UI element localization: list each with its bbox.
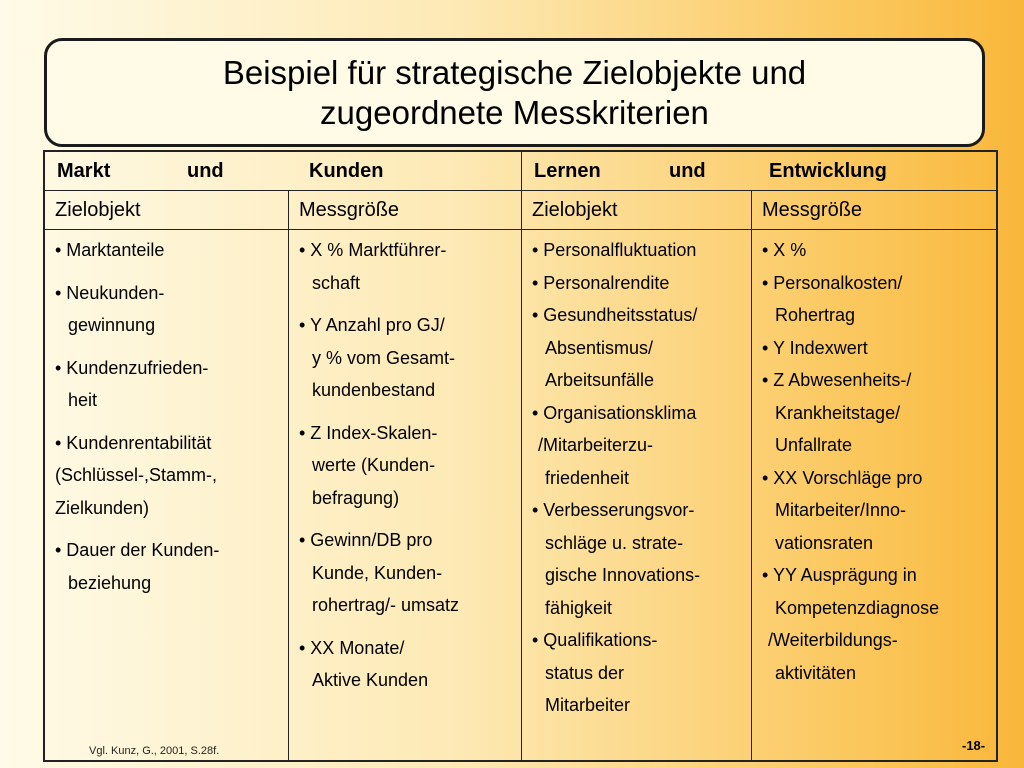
list-item-cont: kundenbestand <box>312 380 436 400</box>
list-item: • Marktanteile <box>55 240 165 260</box>
list-item: • Personalkosten/ <box>762 272 903 293</box>
list-item: • Dauer der Kunden- <box>55 540 220 560</box>
list-item: • Personalrendite <box>532 272 670 293</box>
slide-title <box>223 53 806 133</box>
list-item-cont: status der <box>545 662 625 683</box>
col-markt-messgroesse <box>289 230 522 761</box>
header-word: Entwicklung <box>769 159 887 182</box>
title-line-1: Beispiel für strategische Zielobjekte und <box>222 53 807 91</box>
list-item-cont: Rohertrag <box>775 305 856 325</box>
col-markt-zielobjekt <box>45 230 289 761</box>
list-item-cont: y % vom Gesamt- <box>312 347 456 368</box>
list-item: • Kundenzufrieden- <box>55 357 209 378</box>
list-item: • Personalfluktuation <box>532 240 697 260</box>
header-word: und <box>187 159 224 182</box>
list-item-cont: /Mitarbeiterzu- <box>538 435 654 455</box>
list-item-cont: Aktive Kunden <box>312 670 429 690</box>
list-item: • Organisationsklima <box>532 402 697 423</box>
header-word: und <box>669 159 706 182</box>
list-item-cont: vationsraten <box>775 532 874 553</box>
subheader-zielobjekt: Zielobjekt <box>45 191 289 230</box>
header-word: Lernen <box>534 159 601 182</box>
list-item-cont: Unfallrate <box>775 435 853 455</box>
subheader-messgroesse: Messgröße <box>289 191 522 230</box>
list-item: • Z Abwesenheits-/ <box>762 370 912 390</box>
list-item-cont: beziehung <box>68 572 152 593</box>
list-item: • Qualifikations- <box>532 630 658 650</box>
list-item-cont: aktivitäten <box>775 662 857 683</box>
list-item: • Y Anzahl pro GJ/ <box>299 315 445 335</box>
header-word: Kunden <box>309 159 384 182</box>
list-item-cont: fähigkeit <box>545 597 613 618</box>
list-item-cont: gische Innovations- <box>545 565 701 585</box>
list-item: • Y Indexwert <box>762 337 868 358</box>
header-word: Markt <box>57 159 111 182</box>
objectives-table <box>43 150 998 762</box>
list-item: • Gewinn/DB pro <box>299 530 433 550</box>
list-item-cont: Zielkunden) <box>55 497 150 518</box>
list-item-cont: Arbeitsunfälle <box>545 370 655 390</box>
list-item-cont: (Schlüssel-,Stamm-, <box>55 465 218 485</box>
list-item-cont: werte (Kunden- <box>312 455 436 475</box>
list-item-cont: Mitarbeiter <box>545 695 631 715</box>
title-line-2: zugeordnete Messkriterien <box>320 93 709 131</box>
list-item-cont: Krankheitstage/ <box>775 402 901 423</box>
list-item-cont: Kompetenzdiagnose <box>775 597 940 618</box>
header-lernen-entwicklung <box>522 152 997 191</box>
col-lernen-zielobjekt <box>522 230 752 761</box>
list-item-cont: friedenheit <box>545 467 630 488</box>
list-item: • Verbesserungsvor- <box>532 500 695 520</box>
subheader-messgroesse: Messgröße <box>752 191 997 230</box>
header-markt-kunden <box>45 152 522 191</box>
list-item: • Neukunden- <box>55 282 165 303</box>
list-item-cont: schaft <box>312 272 361 293</box>
list-item-cont: gewinnung <box>68 315 156 335</box>
list-item-cont: befragung) <box>312 487 400 508</box>
list-item: • XX Monate/ <box>299 637 405 658</box>
list-item: • Gesundheitsstatus/ <box>532 305 698 325</box>
title-box <box>44 38 985 147</box>
list-item-cont: schläge u. strate- <box>545 532 684 553</box>
list-item-cont: Mitarbeiter/Inno- <box>775 500 907 520</box>
list-item-cont: Absentismus/ <box>545 337 654 358</box>
list-item-cont: heit <box>68 390 98 410</box>
list-item: • Z Index-Skalen- <box>299 422 438 443</box>
list-item: • XX Vorschläge pro <box>762 467 923 488</box>
list-item-cont: rohertrag/- umsatz <box>312 595 460 615</box>
list-item-cont: /Weiterbildungs- <box>768 630 898 650</box>
footnote: Vgl. Kunz, G., 2001, S.28f. <box>89 745 220 757</box>
subheader-zielobjekt: Zielobjekt <box>522 191 752 230</box>
list-item: • X % <box>762 240 807 260</box>
list-item: • Kundenrentabilität <box>55 432 212 453</box>
page-number: -18- <box>962 738 986 753</box>
list-item: • X % Marktführer- <box>299 240 447 260</box>
col-lernen-messgroesse <box>752 230 997 761</box>
list-item: • YY Ausprägung in <box>762 565 917 585</box>
list-item-cont: Kunde, Kunden- <box>312 562 443 583</box>
